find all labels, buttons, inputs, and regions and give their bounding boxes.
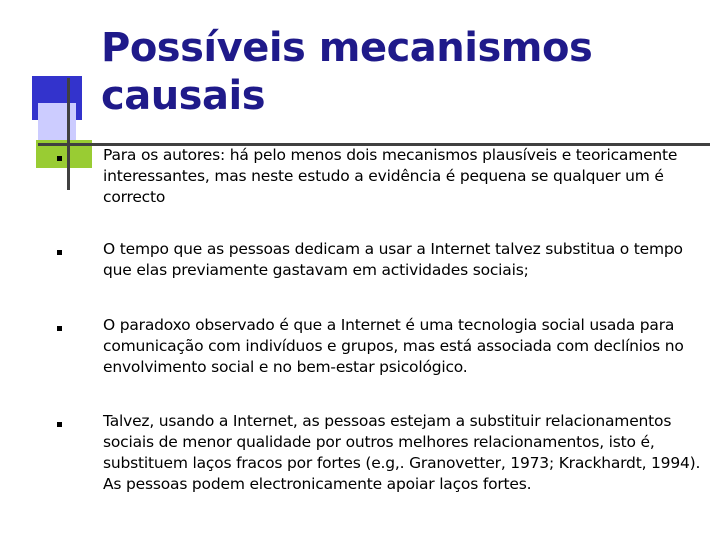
bullet-text: O tempo que as pessoas dedicam a usar a Internet talvez substitua o tempo que elas previamente gastavam em actividades sociais; xyxy=(103,240,683,279)
bullet-text: Talvez, usando a Internet, as pessoas estejam a substituir relacionamentos sociais de menor qualidade por outros melhores relacionamentos, isto é, substituem laços fracos por fortes (e.g,. Granovetter, 1973; Krackhardt, 1994). As pessoas podem electronicamente apoiar laços fortes. xyxy=(103,412,701,493)
decorative-purple-square xyxy=(38,103,76,143)
bullet-marker-icon xyxy=(57,250,62,255)
bullet-marker-icon xyxy=(57,156,62,161)
slide-title: Possíveis mecanismos causais xyxy=(101,25,593,119)
bullet-marker-icon xyxy=(57,326,62,331)
decorative-vertical-line xyxy=(67,78,70,190)
bullet-marker-icon xyxy=(57,422,62,427)
bullet-text: Para os autores: há pelo menos dois mecanismos plausíveis e teoricamente interessantes, mas neste estudo a evidência é pequena se qualquer um é correcto xyxy=(103,146,678,206)
bullet-text: O paradoxo observado é que a Internet é uma tecnologia social usada para comunicação com indivíduos e grupos, mas está associada com declínios no envolvimento social e no bem-estar psicológico. xyxy=(103,316,684,376)
